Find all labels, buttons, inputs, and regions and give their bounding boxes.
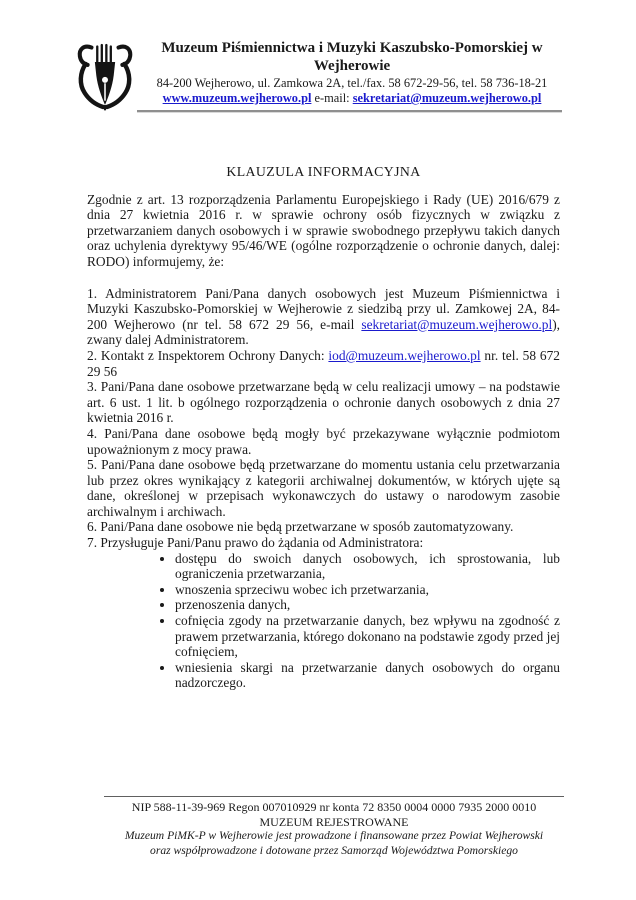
numbered-item-7: 7. Przysługuje Pani/Panu prawo do żądania od Administratora: xyxy=(87,535,424,551)
rights-bullet-list xyxy=(87,551,560,691)
footer-funding-line2: oraz współprowadzone i dotowane przez Samorząd Województwa Pomorskiego xyxy=(150,843,518,857)
intro-paragraph: Zgodnie z art. 13 rozporządzenia Parlamentu Europejskiego i Rady (UE) 2016/679 z dnia 27 kwietnia 2016 r. w sprawie ochrony osób fizycznych w związku z przetwarzaniem danych osobowych i w sprawie swobodnego przepływu takich danych oraz uchylenia dyrektywy 95/46/WE (ogólne rozporządzenie o ochronie danych, dalej: RODO) informujemy, że: xyxy=(87,191,560,269)
org-address: 84-200 Wejherowo, ul. Zamkowa 2A, tel./fax. 58 672-29-56, tel. 58 736-18-21 xyxy=(156,76,548,90)
bullet-item-portability: • przenoszenia danych, xyxy=(175,597,560,613)
numbered-item-6: 6. Pani/Pana dane osobowe nie będą przetwarzane w sposób zautomatyzowany. xyxy=(87,519,514,535)
letterhead xyxy=(76,40,566,113)
document-title: KLAUZULA INFORMACYJNA xyxy=(226,164,421,179)
numbered-item-1 xyxy=(87,286,560,348)
document-footer xyxy=(104,796,564,858)
document-body xyxy=(87,164,560,691)
bullet-item-objection: • wnoszenia sprzeciwu wobec ich przetwarzania, xyxy=(175,582,560,598)
numbered-item-5: 5. Pani/Pana dane osobowe będą przetwarzane do momentu ustania celu przetwarzania lub przez okres wynikający z kategorii archiwalnej dokumentów, w których ujęte są dane, określonej w przepisach wykonawczych do ustawy o narodowym zasobie archiwalnym i archiwach. xyxy=(87,457,560,519)
footer-registration-line: NIP 588-11-39-969 Regon 007010929 nr konta 72 8350 0004 0000 7935 2000 0010 xyxy=(131,800,537,814)
lyre-pen-museum-logo-icon xyxy=(76,40,134,113)
email-label: e-mail: xyxy=(311,91,353,105)
footer-funding-line1: Muzeum PiMK-P w Wejherowie jest prowadzone i finansowane przez Powiat Wejherowski xyxy=(124,829,544,842)
letterhead-text xyxy=(134,40,566,106)
numbered-item-4: 4. Pani/Pana dane osobowe będą mogły być przekazywane wyłącznie podmiotom upoważnionym z mocy prawa. xyxy=(87,425,560,457)
website-link[interactable]: www.muzeum.wejherowo.pl xyxy=(162,91,312,105)
org-name xyxy=(138,40,566,75)
item-2-text-after: nr. tel. 58 672 29 56 xyxy=(87,347,560,379)
iod-email-link[interactable]: iod@muzeum.wejherowo.pl xyxy=(328,347,481,363)
footer-museum-status: MUZEUM REJESTROWANE xyxy=(259,814,409,829)
numbered-item-3: 3. Pani/Pana dane osobowe przetwarzane będą w celu realizacji umowy – na podstawie art. 6 ust. 1 lit. b ogólnego rozporządzenia o ochronie danych osobowych z dnia 27 kwietnia 2016 r. xyxy=(87,379,560,426)
bullet-item-access: • dostępu do swoich danych osobowych, ich sprostowania, lub ograniczenia przetwarzania, xyxy=(175,551,560,582)
org-name-line2: Wejherowie xyxy=(313,57,391,74)
item-1-text-before: 1. Administratorem Pani/Pana danych osobowych jest Muzeum Piśmiennictwa i Muzyki Kaszubsko-Pomorskiej w Wejherowie z siedzibą przy ul. Zamkowej 2A, 84-200 Wejherowo (nr tel. 58 672 29 56, e-mail xyxy=(87,285,560,332)
bullet-item-withdraw-consent: • cofnięcia zgody na przetwarzanie danych, bez wpływu na zgodność z prawem przetwarzania, którego dokonano na podstawie zgody przed jej cofnięciem, xyxy=(175,613,560,660)
numbered-item-2 xyxy=(87,348,560,379)
header-email-link[interactable]: sekretariat@muzeum.wejherowo.pl xyxy=(352,91,542,105)
bullet-item-complaint: • wniesienia skargi na przetwarzanie danych osobowych do organu nadzorczego. xyxy=(175,660,560,691)
org-contact-line xyxy=(138,91,566,106)
item-2-text-before: 2. Kontakt z Inspektorem Ochrony Danych: xyxy=(87,347,329,363)
administrator-email-link[interactable]: sekretariat@muzeum.wejherowo.pl xyxy=(361,316,553,332)
item-1-text-after: ), zwany dalej Administratorem. xyxy=(87,316,560,348)
header-divider xyxy=(137,110,562,113)
org-name-line1: Muzeum Piśmiennictwa i Muzyki Kaszubsko-Pomorskiej w xyxy=(161,40,543,56)
